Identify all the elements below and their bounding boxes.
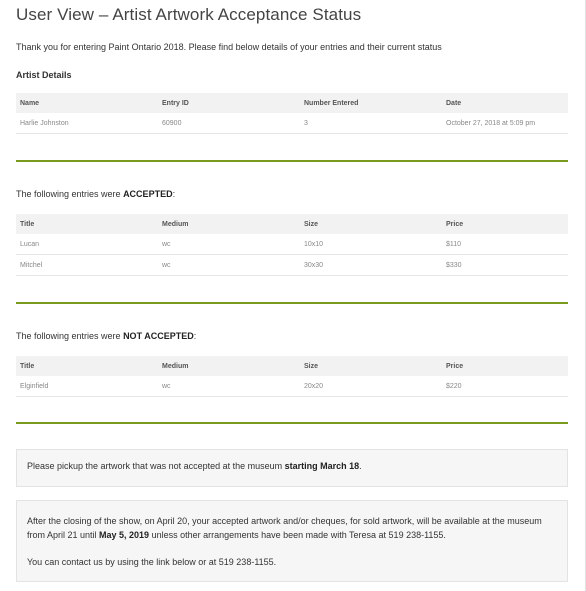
cell-title: Mitchel — [16, 255, 158, 276]
not-accepted-suffix: : — [193, 331, 197, 341]
column-header-title: Title — [16, 356, 158, 376]
not-accepted-status: NOT ACCEPTED — [123, 331, 194, 341]
cell-price: $110 — [442, 234, 568, 255]
section-divider — [16, 160, 568, 162]
cell-date: October 27, 2018 at 5:09 pm — [442, 113, 568, 134]
accepted-prefix: The following entries were — [16, 189, 124, 199]
closing-notice-part2: unless other arrangements have been made with Teresa at 519 238-1155. — [149, 530, 446, 540]
column-header-medium: Medium — [158, 214, 300, 234]
page-title: User View – Artist Artwork Acceptance Status — [16, 5, 362, 24]
column-header-date: Date — [442, 93, 568, 113]
cell-number-entered: 3 — [300, 113, 442, 134]
column-header-title: Title — [16, 214, 158, 234]
column-header-size: Size — [300, 356, 442, 376]
column-header-number-entered: Number Entered — [300, 93, 442, 113]
cell-medium: wc — [158, 376, 300, 397]
cell-size: 30x30 — [300, 255, 442, 276]
column-header-price: Price — [442, 214, 568, 234]
table-header-row — [16, 93, 568, 113]
table-row — [16, 234, 568, 255]
pickup-notice-end: . — [359, 461, 362, 471]
table-row — [16, 113, 568, 134]
closing-notice — [16, 500, 568, 582]
cell-price: $220 — [442, 376, 568, 397]
column-header-name: Name — [16, 93, 158, 113]
closing-notice-date: May 5, 2019 — [99, 530, 150, 540]
artist-details-table — [16, 93, 568, 134]
table-header-row — [16, 214, 568, 234]
not-accepted-heading — [16, 331, 568, 341]
cell-medium: wc — [158, 255, 300, 276]
cell-title: Elginfield — [16, 376, 158, 397]
column-header-medium: Medium — [158, 356, 300, 376]
accepted-heading — [16, 189, 568, 199]
column-header-entry-id: Entry ID — [158, 93, 300, 113]
accepted-status: ACCEPTED — [123, 189, 173, 199]
closing-notice-part1: After the closing of the show, on April 20, your accepted artwork and/or cheques, for sold artwork, will be available at the museum from April 21 until — [27, 516, 542, 540]
not-accepted-prefix: The following entries were — [16, 331, 124, 341]
cell-price: $330 — [442, 255, 568, 276]
table-header-row — [16, 356, 568, 376]
accepted-suffix: : — [172, 189, 176, 199]
column-header-size: Size — [300, 214, 442, 234]
table-row — [16, 255, 568, 276]
pickup-notice — [16, 449, 568, 487]
cell-size: 10x10 — [300, 234, 442, 255]
column-header-price: Price — [442, 356, 568, 376]
intro-text: Thank you for entering Paint Ontario 2018. Please find below details of your entries and their current status — [16, 42, 442, 52]
cell-title: Lucan — [16, 234, 158, 255]
artist-details-heading: Artist Details — [16, 70, 72, 80]
cell-artist-name: Harlie Johnston — [16, 113, 158, 134]
cell-entry-id: 60900 — [158, 113, 300, 134]
accepted-entries-table — [16, 214, 568, 276]
table-row — [16, 376, 568, 397]
contact-text: You can contact us by using the link below or at 519 238-1155. — [27, 557, 277, 567]
not-accepted-entries-table — [16, 356, 568, 397]
pickup-notice-date: starting March 18 — [284, 461, 360, 471]
section-divider — [16, 422, 568, 424]
closing-notice-text — [27, 514, 557, 542]
cell-size: 20x20 — [300, 376, 442, 397]
section-divider — [16, 302, 568, 304]
pickup-notice-text: Please pickup the artwork that was not accepted at the museum — [27, 461, 285, 471]
cell-medium: wc — [158, 234, 300, 255]
